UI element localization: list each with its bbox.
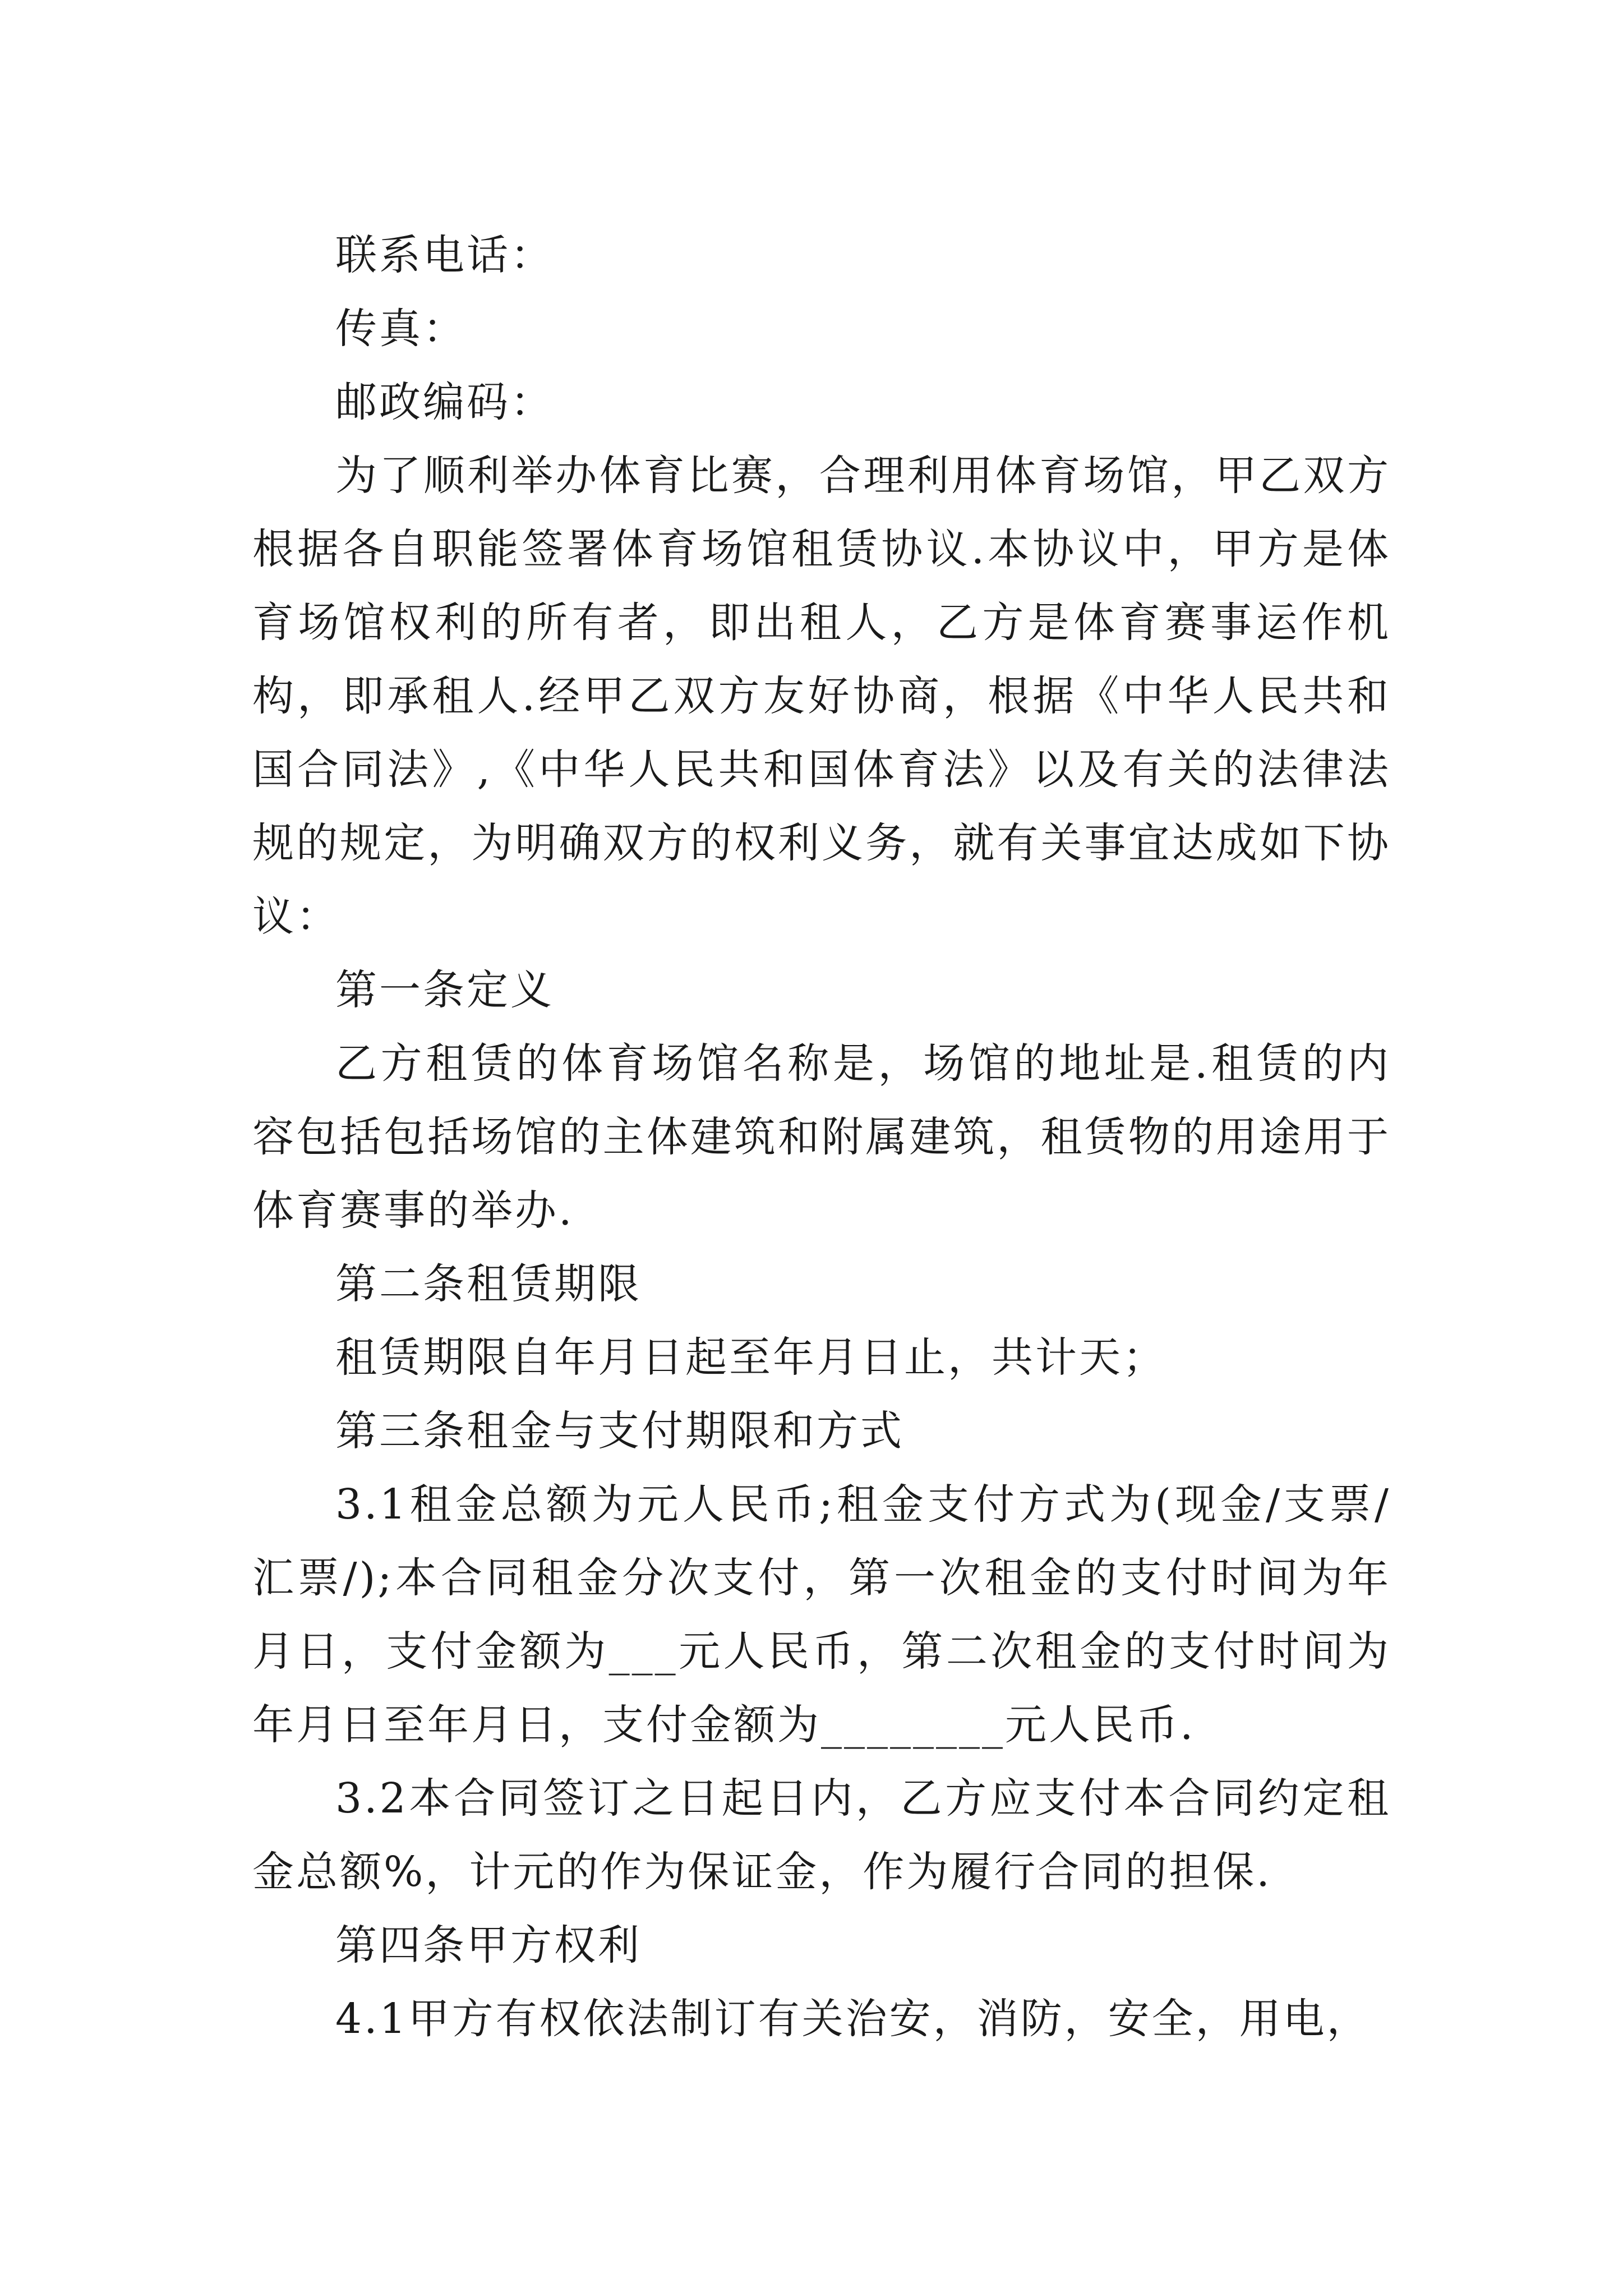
preamble-paragraph: 为了顺利举办体育比赛，合理利用体育场馆，甲乙双方根据各自职能签署体育场馆租赁协议.本协议中，甲方是体育场馆权利的所有者，即出租人，乙方是体育赛事运作机构，即承租人.经甲乙双方友好协商，根据《中华人民共和国合同法》,《中华人民共和国体育法》以及有关的法律法规的规定，为明确双方的权利义务，就有关事宜达成如下协议： <box>252 452 1391 941</box>
fax-line: 传真： <box>335 305 467 353</box>
article-4-heading: 第四条甲方权利 <box>335 1921 642 1970</box>
document-body <box>252 219 1391 2056</box>
postal-code-line: 邮政编码： <box>335 378 554 426</box>
article-2-heading: 第二条租赁期限 <box>335 1260 642 1308</box>
article-1-body: 乙方租赁的体育场馆名称是，场馆的地址是.租赁的内容包括包括场馆的主体建筑和附属建筑，租赁物的用途用于体育赛事的举办. <box>252 1039 1391 1235</box>
article-2-body: 租赁期限自年月日起至年月日止，共计天； <box>335 1333 1166 1382</box>
clause-3-2: 3.2本合同签订之日起日内，乙方应支付本合同约定租金总额%，计元的作为保证金，作为履行合同的担保. <box>252 1774 1391 1896</box>
clause-4-1: 4.1甲方有权依法制订有关治安，消防，安全，用电， <box>335 1995 1371 2043</box>
contact-phone-line: 联系电话： <box>335 231 554 279</box>
article-3-heading: 第三条租金与支付期限和方式 <box>335 1407 904 1455</box>
article-1-heading: 第一条定义 <box>335 966 554 1014</box>
clause-3-1: 3.1租金总额为元人民币;租金支付方式为(现金/支票/汇票/);本合同租金分次支付，第一次租金的支付时间为年月日，支付金额为___元人民币，第二次租金的支付时间为年月日至年月日，支付金额为________元人民币. <box>252 1480 1391 1749</box>
